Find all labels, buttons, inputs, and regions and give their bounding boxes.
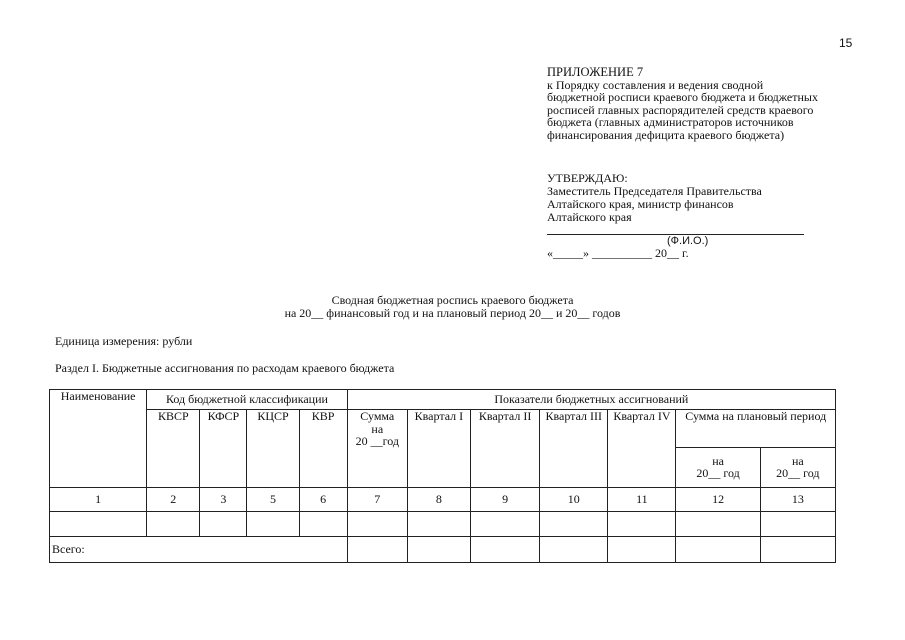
table-cell bbox=[147, 511, 200, 536]
column-number: 2 bbox=[147, 487, 200, 511]
table-cell bbox=[347, 536, 407, 562]
header-plan-year-2 bbox=[760, 448, 835, 487]
approval-heading: УТВЕРЖДАЮ: bbox=[547, 171, 628, 185]
table-cell bbox=[50, 511, 147, 536]
table-cell bbox=[471, 536, 540, 562]
header-sum-line: на bbox=[371, 421, 384, 436]
approval-line: Алтайского края bbox=[547, 210, 632, 224]
column-number: 7 bbox=[347, 487, 407, 511]
table-cell bbox=[540, 536, 608, 562]
table-cell bbox=[676, 536, 760, 562]
table-cell bbox=[247, 511, 299, 536]
table-cell bbox=[347, 511, 407, 536]
header-kvsr: КВСР bbox=[147, 410, 200, 487]
date-line: «_____» __________ 20__ г. bbox=[547, 246, 689, 260]
header-indicators-group: Показатели бюджетных ассигнований bbox=[347, 390, 835, 410]
approval-line: Алтайского края, министр финансов bbox=[547, 197, 734, 211]
signature-line bbox=[547, 225, 804, 235]
header-q4: Квартал IV bbox=[608, 410, 676, 487]
column-number: 9 bbox=[471, 487, 540, 511]
header-q2: Квартал II bbox=[471, 410, 540, 487]
approval-line: Заместитель Председателя Правительства bbox=[547, 184, 762, 198]
header-codes-group: Код бюджетной классификации bbox=[147, 390, 347, 410]
table-cell bbox=[608, 511, 676, 536]
column-number: 8 bbox=[407, 487, 470, 511]
column-number: 3 bbox=[200, 487, 247, 511]
header-q3: Квартал III bbox=[540, 410, 608, 487]
column-number: 5 bbox=[247, 487, 299, 511]
header-kvr: КВР bbox=[299, 410, 347, 487]
approval-block bbox=[547, 172, 804, 260]
page-number: 15 bbox=[839, 36, 853, 50]
column-number: 13 bbox=[760, 487, 835, 511]
column-number: 11 bbox=[608, 487, 676, 511]
header-planned: Сумма на плановый период bbox=[676, 410, 836, 448]
header-plan-line: 20__ год bbox=[696, 466, 740, 481]
table-cell bbox=[676, 511, 760, 536]
column-number: 6 bbox=[299, 487, 347, 511]
total-row bbox=[50, 536, 836, 562]
column-number: 12 bbox=[676, 487, 760, 511]
header-kfsr: КФСР bbox=[200, 410, 247, 487]
table-cell bbox=[407, 536, 470, 562]
header-sum-line: Сумма bbox=[360, 409, 395, 424]
document-title bbox=[0, 294, 905, 320]
header-plan-line: на bbox=[791, 453, 804, 468]
table-cell bbox=[760, 511, 835, 536]
header-sum-line: 20 __год bbox=[355, 434, 399, 449]
annex-line: росписей главных распорядителей средств краевого bbox=[547, 102, 814, 117]
header-name: Наименование bbox=[50, 390, 147, 488]
unit-label: Единица измерения: рубли bbox=[55, 334, 193, 348]
document-title-line: на 20__ финансовый год и на плановый период 20__ и 20__ годов bbox=[284, 306, 621, 320]
fio-caption: (Ф.И.О.) bbox=[667, 235, 709, 247]
header-plan-line: 20__ год bbox=[776, 466, 820, 481]
column-number: 1 bbox=[50, 487, 147, 511]
annex-line: к Порядку составления и ведения сводной bbox=[547, 77, 764, 92]
table-cell bbox=[471, 511, 540, 536]
annex-line: финансирования дефицита краевого бюджета) bbox=[547, 127, 785, 142]
table-cell bbox=[407, 511, 470, 536]
header-plan-line: на bbox=[712, 453, 724, 468]
table-row bbox=[50, 511, 836, 536]
table-cell bbox=[299, 511, 347, 536]
document-title-line: Сводная бюджетная роспись краевого бюджета bbox=[331, 293, 574, 307]
annex-block bbox=[547, 66, 818, 142]
annex-line: бюджета (главных администраторов источников bbox=[547, 115, 794, 130]
annex-line: бюджетной росписи краевого бюджета и бюджетных bbox=[547, 90, 818, 105]
table-cell bbox=[608, 536, 676, 562]
header-kcsr: КЦСР bbox=[247, 410, 299, 487]
annex-title: ПРИЛОЖЕНИЕ 7 bbox=[547, 65, 644, 79]
column-number: 10 bbox=[540, 487, 608, 511]
budget-table bbox=[49, 389, 836, 563]
header-plan-year-1 bbox=[676, 448, 760, 487]
table-cell bbox=[200, 511, 247, 536]
header-sum bbox=[347, 410, 407, 487]
table-cell bbox=[760, 536, 835, 562]
table-cell bbox=[540, 511, 608, 536]
section-title: Раздел I. Бюджетные ассигнования по расходам краевого бюджета bbox=[55, 361, 395, 375]
total-label: Всего: bbox=[50, 536, 348, 562]
header-q1: Квартал I bbox=[407, 410, 470, 487]
